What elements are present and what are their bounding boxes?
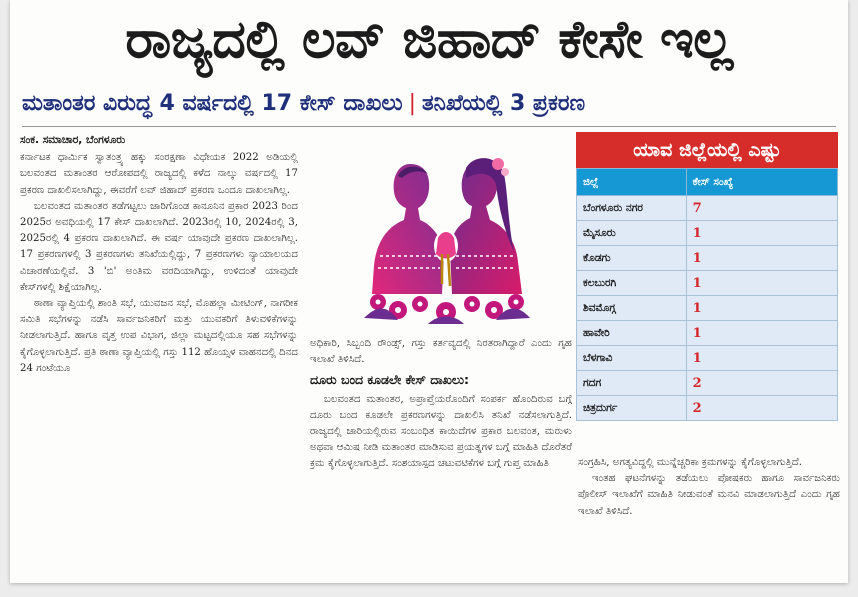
district-cell: ಬೆಳಗಾವಿ xyxy=(577,346,687,371)
couple-holding-hands-floral-illustration-icon xyxy=(358,134,536,330)
case-count-cell: 2 xyxy=(686,371,837,396)
subheadline-left: ಮತಾಂತರ ವಿರುದ್ಧ 4 ವರ್ಷದಲ್ಲಿ 17 ಕೇಸ್ ದಾಖಲು xyxy=(22,91,403,116)
district-cell: ಕಲಬುರಗಿ xyxy=(577,271,687,296)
header-district: ಜಿಲ್ಲೆ xyxy=(577,169,687,196)
table-row xyxy=(577,296,838,321)
district-cell: ಮೈಸೂರು xyxy=(577,221,687,246)
table-row xyxy=(577,346,838,371)
table-row xyxy=(577,221,838,246)
byline: ಸಂಕ. ಸಮಾಚಾರ, ಬೆಂಗಳೂರು xyxy=(20,134,126,146)
table-row xyxy=(577,396,838,421)
district-cell: ಗದಗ xyxy=(577,371,687,396)
table-row xyxy=(577,271,838,296)
article-paragraph: ಸಂಗ್ರಹಿಸಿ, ಅಗತ್ಯವಿದ್ದಲ್ಲಿ ಮುನ್ನೆಚ್ಚರಿಕಾ ಕ್ರಮಗಳನ್ನು ಕೈಗೊಳ್ಳಲಾಗುತ್ತಿದೆ. xyxy=(578,457,802,468)
district-cell: ಶಿವಮೊಗ್ಗ xyxy=(577,296,687,321)
article-column-2 xyxy=(310,336,572,580)
article-column-1 xyxy=(20,132,298,577)
article-column-3 xyxy=(578,455,840,580)
case-count-cell: 7 xyxy=(686,196,837,221)
table-row xyxy=(577,321,838,346)
headline: ರಾಜ್ಯದಲ್ಲಿ ಲವ್ ಜಿಹಾದ್ ಕೇಸೇ ಇಲ್ಲ xyxy=(125,10,733,70)
district-cell: ಹಾವೇರಿ xyxy=(577,321,687,346)
table-row xyxy=(577,246,838,271)
case-count-cell: 1 xyxy=(686,296,837,321)
newspaper-page xyxy=(10,0,848,583)
district-cell: ಬೆಂಗಳೂರು ನಗರ xyxy=(577,196,687,221)
subheadline-separator: | xyxy=(408,91,417,116)
district-cell: ಕೊಡಗು xyxy=(577,246,687,271)
table-title: ಯಾವ ಜಿಲ್ಲೆಯಲ್ಲಿ ಎಷ್ಟು xyxy=(576,132,838,168)
case-count-cell: 1 xyxy=(686,271,837,296)
table-row xyxy=(577,371,838,396)
section-subtitle: ದೂರು ಬಂದ ಕೂಡಲೇ ಕೇಸ್ ದಾಖಲು: xyxy=(310,372,469,388)
case-count-cell: 1 xyxy=(686,246,837,271)
table-row xyxy=(577,196,838,221)
district-cell: ಚಿತ್ರದುರ್ಗ xyxy=(577,396,687,421)
article-paragraph: ಅಧಿಕಾರಿ, ಸಿಬ್ಬಂದಿ ರೌಂಡ್ಸ್, ಗಸ್ತು ಕರ್ತವ್ಯದಲ್ಲಿ ನಿರತರಾಗಿದ್ದಾರೆ ಎಂದು ಗೃಹ ಇಲಾಖೆ ತಿಳಿಸಿದೆ. xyxy=(310,338,572,366)
article-paragraph: ಇಂತಹ ಘಟನೆಗಳನ್ನು ತಡೆಯಲು ಪೋಷಕರು ಹಾಗೂ ಸಾರ್ವಜನಿಕರು ಪೊಲೀಸ್ ಇಲಾಖೆಗೆ ಮಾಹಿತಿ ನೀಡುವಂತೆ ಮನವಿ ಮಾಡಲಾಗುತ್ತಿದೆ ಎಂದು ಗೃಹ ಇಲಾಖೆ ತಿಳಿಸಿದೆ. xyxy=(578,473,840,517)
article-paragraph: ಠಾಣಾ ವ್ಯಾಪ್ತಿಯಲ್ಲಿ ಶಾಂತಿ ಸಭೆ, ಯುವಜನ ಸಭೆ, ಮೊಹಲ್ಲಾ ಮೀಟಿಂಗ್, ನಾಗರೀಕ ಸಮಿತಿ ಸಭೆಗಳನ್ನು ನಡೆಸಿ ಸಾರ್ವಜನಿಕರಿಗೆ ಮತ್ತು ಯುವಕರಿಗೆ ತಿಳುವಳಿಕೆಗಳನ್ನು ನೀಡಲಾಗುತ್ತಿದೆ. ಹಾಗೂ ವೃತ್ತ ಉಪ ವಿಭಾಗ, ಜಿಲ್ಲಾ ಮಟ್ಟದಲ್ಲಿಯೂ ಸಹ ಸಭೆಗಳನ್ನು ಕೈಗೊಳ್ಳಲಾಗುತ್ತಿದೆ. ಪ್ರತಿ ಠಾಣಾ ವ್ಯಾಪ್ತಿಯಲ್ಲಿ ಗಸ್ತು 112 ಹೊಯ್ಸಳ ವಾಹನದಲ್ಲಿ ದಿನದ 24 ಗಂಟೆಯೂ xyxy=(20,298,298,374)
subheadline xyxy=(22,82,840,126)
headline-divider xyxy=(22,126,836,127)
case-count-cell: 1 xyxy=(686,346,837,371)
header-case-count: ಕೇಸ್ ಸಂಖ್ಯೆ xyxy=(686,169,837,196)
case-count-cell: 2 xyxy=(686,396,837,421)
case-count-cell: 1 xyxy=(686,221,837,246)
article-paragraph: ಬಲವಂತದ ಮತಾಂತರ, ಅಪ್ರಾಪ್ತೆಯರೊಂದಿಗೆ ಸಂಪರ್ಕ ಹೊಂದಿರುವ ಬಗ್ಗೆ ದೂರು ಬಂದ ಕೂಡಲೇ ಪ್ರಕರಣಗಳನ್ನು ದಾಖಲಿಸಿ ತನಿಖೆ ನಡೆಸಲಾಗುತ್ತಿದೆ. ರಾಜ್ಯದಲ್ಲಿ ಜಾರಿಯಲ್ಲಿರುವ ಸಂಬಂಧಿತ ಕಾಯಿದೆಗಳ ಪ್ರಕಾರ ಬಲವಂತ, ಮರುಳು ಅಥವಾ ಆಮಿಷ ನೀಡಿ ಮತಾಂತರ ಮಾಡಿಸುವ ಪ್ರಯತ್ನಗಳ ಬಗ್ಗೆ ಮಾಹಿತಿ ದೊರೆತರೆ ಕ್ರಮ ಕೈಗೊಳ್ಳಲಾಗುತ್ತಿದೆ. ಸಂಶಯಾಸ್ಪದ ಚಟುವಟಿಕೆಗಳ ಬಗ್ಗೆ ಗುಪ್ತ ಮಾಹಿತಿ xyxy=(310,393,572,470)
table-header-row xyxy=(577,169,838,196)
article-paragraph: ಬಲವಂತದ ಮತಾಂತರ ತಡೆಗಟ್ಟಲು ಜಾರಿಗೊಂಡ ಕಾನೂನಿನ ಪ್ರಕಾರ 2023 ರಿಂದ 2025ರ ಅವಧಿಯಲ್ಲಿ 17 ಕೇಸ್ ದಾಖಲಾಗಿದೆ. 2023ರಲ್ಲಿ 10, 2024ರಲ್ಲಿ 3, 2025ರಲ್ಲಿ 4 ಪ್ರಕರಣ ದಾಖಲಾಗಿದೆ. ಈ ವರ್ಷ ಯಾವುದೇ ಪ್ರಕರಣ ದಾಖಲಾಗಿಲ್ಲ. 17 ಪ್ರಕರಣಗಳಲ್ಲಿ 3 ಪ್ರಕರಣಗಳು ತನಿಖೆಯಲ್ಲಿದ್ದು, 7 ಪ್ರಕರಣಗಳು ನ್ಯಾಯಾಲಯದ ವಿಚಾರಣೆಯಲ್ಲಿವೆ. 3 'ಬಿ' ಅಂತಿಮ ವರದಿಯಾಗಿದ್ದು, ಉಳಿದಂತೆ ಯಾವುದೇ ಕೇಸ್‌ಗಳಲ್ಲಿ ಶಿಕ್ಷೆಯಾಗಿಲ್ಲ. xyxy=(20,200,298,293)
cases-table xyxy=(576,168,838,421)
article-paragraph: ಕರ್ನಾಟಕ ಧಾರ್ಮಿಕ ಸ್ವಾತಂತ್ರ್ಯ ಹಕ್ಕು ಸಂರಕ್ಷಣಾ ವಿಧೇಯಕ 2022 ಅಡಿಯಲ್ಲಿ ಬಲವಂತದ ಮತಾಂತರ ಆರೋಪದಲ್ಲಿ ರಾಜ್ಯದಲ್ಲಿ ಕಳೆದ ನಾಲ್ಕು ವರ್ಷದಲ್ಲಿ 17 ಪ್ರಕರಣ ದಾಖಲಿಸಲಾಗಿದ್ದು, ಈವರೆಗೆ ಲವ್ ಜಿಹಾದ್ ಪ್ರಕರಣ ಒಂದೂ ದಾಖಲಾಗಿಲ್ಲ. xyxy=(20,152,298,196)
case-count-cell: 1 xyxy=(686,321,837,346)
subheadline-right: ತನಿಖೆಯಲ್ಲಿ 3 ಪ್ರಕರಣ xyxy=(422,91,586,116)
district-cases-table xyxy=(576,132,838,444)
